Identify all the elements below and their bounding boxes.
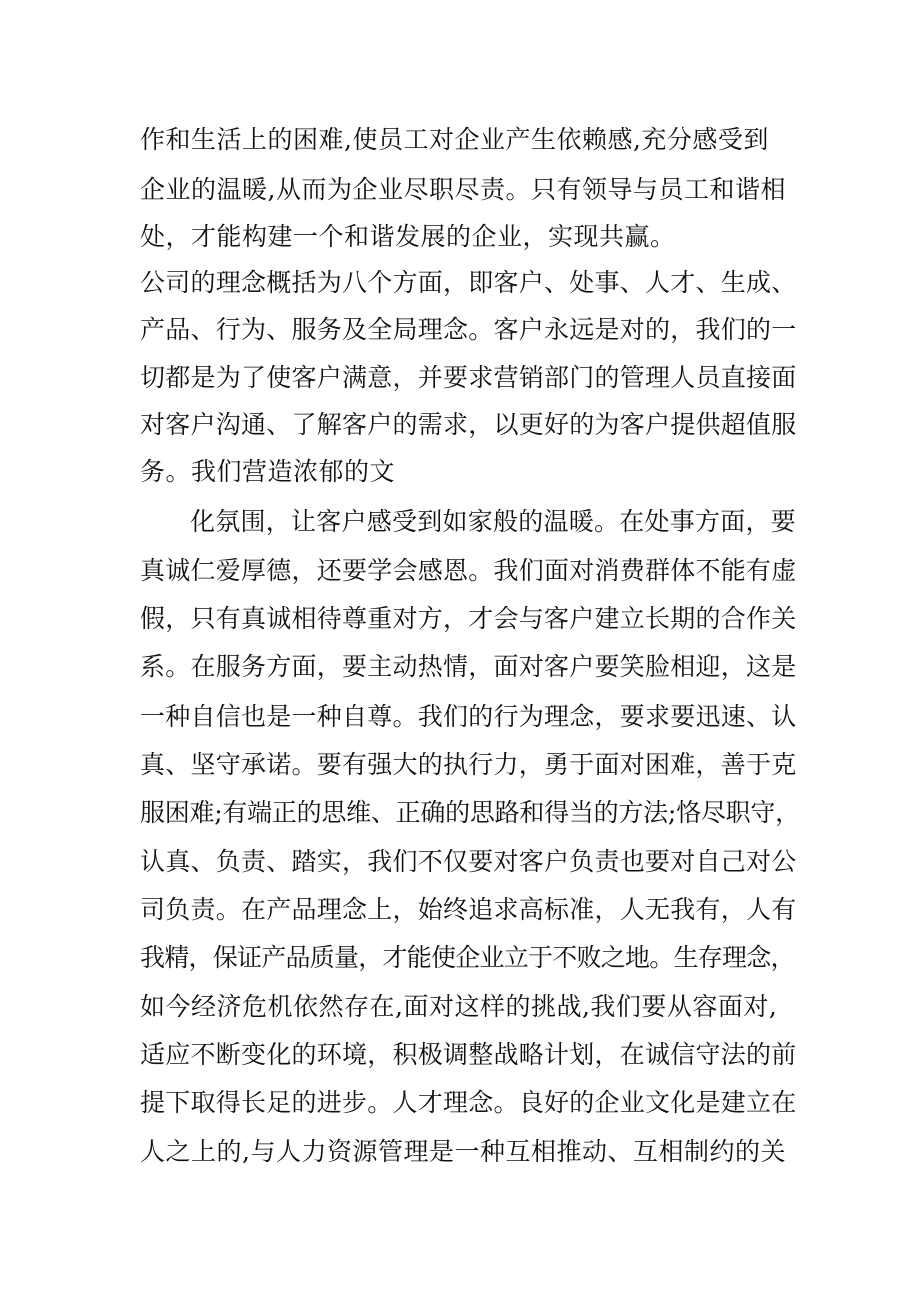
text-line: 务。我们营造浓郁的文	[140, 457, 396, 486]
text-line: 我精，保证产品质量，才能使企业立于不败之地。生存理念，	[140, 943, 795, 972]
text-line-indented: 化氛围，让客户感受到如家般的温暖。在处事方面，要	[190, 507, 797, 536]
text-line: 司负责。在产品理念上，始终追求高标准，人无我有，人有	[140, 895, 797, 924]
text-line: 适应不断变化的环境，积极调整战略计划，在诚信守法的前	[140, 1040, 797, 1069]
text-line: 作和生活上的困难,使员工对企业产生依赖感,充分感受到	[140, 125, 769, 154]
text-line: 认真、负责、踏实，我们不仅要对客户负责也要对自己对公	[140, 847, 797, 876]
text-line: 系。在服务方面，要主动热情，面对客户要笑脸相迎，这是	[140, 652, 797, 681]
text-line: 切都是为了使客户满意，并要求营销部门的管理人员直接面	[140, 363, 797, 392]
text-line: 真、坚守承诺。要有强大的执行力，勇于面对困难，善于克	[140, 750, 797, 779]
text-line: 如今经济危机依然存在,面对这样的挑战,我们要从容面对,	[140, 992, 778, 1021]
text-line: 对客户沟通、了解客户的需求，以更好的为客户提供超值服	[140, 410, 797, 439]
text-line: 真诚仁爱厚德，还要学会感恩。我们面对消费群体不能有虚	[140, 556, 797, 585]
text-line: 处，才能构建一个和谐发展的企业，实现共赢。	[140, 222, 676, 251]
text-line: 人之上的,与人力资源管理是一种互相推动、互相制约的关	[140, 1137, 786, 1166]
text-line: 假，只有真诚相待尊重对方，才会与客户建立长期的合作关	[140, 604, 797, 633]
text-line: 企业的温暖,从而为企业尽职尽责。只有领导与员工和谐相	[140, 175, 786, 204]
text-line: 一种自信也是一种自尊。我们的行为理念，要求要迅速、认	[140, 702, 797, 731]
text-line: 公司的理念概括为八个方面，即客户、处事、人才、生成、	[140, 268, 797, 297]
text-line: 服困难;有端正的思维、正确的思路和得当的方法;恪尽职守，	[140, 798, 800, 827]
text-line: 提下取得长足的进步。人才理念。良好的企业文化是建立在	[140, 1088, 797, 1117]
text-line: 产品、行为、服务及全局理念。客户永远是对的，我们的一	[140, 315, 797, 344]
